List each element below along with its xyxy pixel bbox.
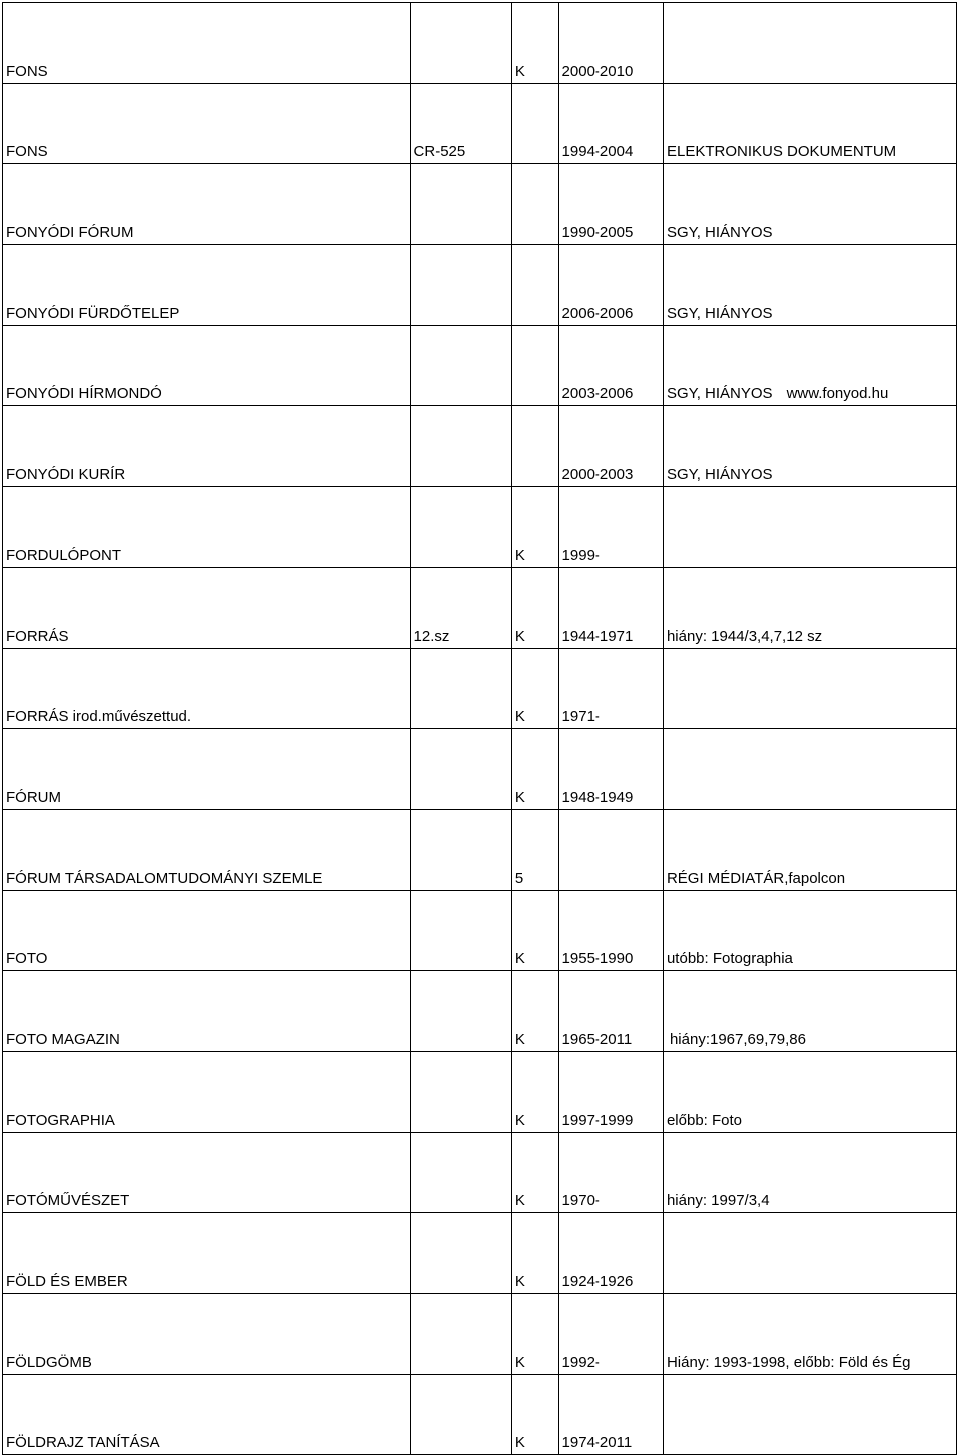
code-cell: [410, 164, 511, 245]
table-row: [3, 245, 957, 326]
title-cell: FONYÓDI FÓRUM: [3, 164, 411, 245]
years-cell: 2000-2010: [558, 3, 663, 84]
k-cell: [511, 83, 558, 164]
k-cell: K: [511, 1374, 558, 1455]
note-cell: [663, 325, 956, 406]
k-cell: K: [511, 971, 558, 1052]
note-cell: [663, 729, 956, 810]
table-row: [3, 729, 957, 810]
table-row: [3, 1132, 957, 1213]
periodicals-table: [2, 2, 957, 1455]
code-cell: [410, 809, 511, 890]
code-cell: [410, 325, 511, 406]
k-cell: K: [511, 567, 558, 648]
note-cell: utóbb: Fotographia: [663, 890, 956, 971]
note-cell: [663, 1213, 956, 1294]
years-cell: 2006-2006: [558, 245, 663, 326]
title-cell: FOTOGRAPHIA: [3, 1051, 411, 1132]
years-cell: 1948-1949: [558, 729, 663, 810]
table-row: [3, 487, 957, 568]
table-row: [3, 890, 957, 971]
years-cell: 1997-1999: [558, 1051, 663, 1132]
years-cell: 1974-2011: [558, 1374, 663, 1455]
note-cell: SGY, HIÁNYOS: [663, 245, 956, 326]
code-cell: [410, 729, 511, 810]
note-cell: előbb: Foto: [663, 1051, 956, 1132]
code-cell: CR-525: [410, 83, 511, 164]
table-row: [3, 1294, 957, 1375]
years-cell: 1944-1971: [558, 567, 663, 648]
k-cell: [511, 164, 558, 245]
code-cell: [410, 3, 511, 84]
note-cell: hiány: 1944/3,4,7,12 sz: [663, 567, 956, 648]
table-row: [3, 809, 957, 890]
title-cell: FÖLDRAJZ TANÍTÁSA: [3, 1374, 411, 1455]
code-cell: [410, 1294, 511, 1375]
years-cell: 1994-2004: [558, 83, 663, 164]
code-cell: [410, 1051, 511, 1132]
k-cell: K: [511, 1294, 558, 1375]
title-cell: FONS: [3, 3, 411, 84]
code-cell: [410, 487, 511, 568]
table-row: [3, 1051, 957, 1132]
k-cell: [511, 245, 558, 326]
code-cell: [410, 406, 511, 487]
note-text: SGY, HIÁNYOS: [666, 385, 773, 403]
code-cell: 12.sz: [410, 567, 511, 648]
k-cell: K: [511, 3, 558, 84]
title-cell: FOTO: [3, 890, 411, 971]
code-cell: [410, 971, 511, 1052]
k-cell: K: [511, 1213, 558, 1294]
title-cell: FÖLD ÉS EMBER: [3, 1213, 411, 1294]
note-cell: Hiány: 1993-1998, előbb: Föld és Ég: [663, 1294, 956, 1375]
note-cell: ELEKTRONIKUS DOKUMENTUM: [663, 83, 956, 164]
note-cell: SGY, HIÁNYOS: [663, 406, 956, 487]
k-cell: K: [511, 729, 558, 810]
title-cell: FORRÁS irod.művészettud.: [3, 648, 411, 729]
website-text: www.fonyod.hu: [786, 385, 889, 403]
note-text: hiány:1967,69,79,86: [669, 1030, 806, 1048]
code-cell: [410, 1374, 511, 1455]
k-cell: K: [511, 1051, 558, 1132]
table-row: [3, 1213, 957, 1294]
note-cell: RÉGI MÉDIATÁR,fapolcon: [663, 809, 956, 890]
title-cell: FÓRUM TÁRSADALOMTUDOMÁNYI SZEMLE: [3, 809, 411, 890]
title-cell: FONYÓDI KURÍR: [3, 406, 411, 487]
years-cell: 1970-: [558, 1132, 663, 1213]
years-cell: 2003-2006: [558, 325, 663, 406]
years-cell: 1924-1926: [558, 1213, 663, 1294]
note-cell: [663, 971, 956, 1052]
years-cell: 1965-2011: [558, 971, 663, 1052]
table-row: [3, 3, 957, 84]
note-cell: SGY, HIÁNYOS: [663, 164, 956, 245]
title-cell: FORDULÓPONT: [3, 487, 411, 568]
table-row: [3, 1374, 957, 1455]
years-cell: 1999-: [558, 487, 663, 568]
years-cell: 1971-: [558, 648, 663, 729]
k-cell: K: [511, 1132, 558, 1213]
k-cell: K: [511, 890, 558, 971]
title-cell: FÓRUM: [3, 729, 411, 810]
code-cell: [410, 245, 511, 326]
table-row: [3, 648, 957, 729]
title-cell: FORRÁS: [3, 567, 411, 648]
years-cell: [558, 809, 663, 890]
k-cell: [511, 406, 558, 487]
code-cell: [410, 890, 511, 971]
note-cell: hiány: 1997/3,4: [663, 1132, 956, 1213]
k-cell: K: [511, 487, 558, 568]
title-cell: FONS: [3, 83, 411, 164]
note-cell: [663, 1374, 956, 1455]
title-cell: FONYÓDI HÍRMONDÓ: [3, 325, 411, 406]
k-cell: [511, 325, 558, 406]
k-cell: K: [511, 648, 558, 729]
table-row: [3, 325, 957, 406]
table-row: [3, 971, 957, 1052]
table-row: [3, 83, 957, 164]
code-cell: [410, 1132, 511, 1213]
title-cell: FOTO MAGAZIN: [3, 971, 411, 1052]
k-cell: 5: [511, 809, 558, 890]
table-row: [3, 164, 957, 245]
note-cell: [663, 3, 956, 84]
table-row: [3, 567, 957, 648]
table-row: [3, 406, 957, 487]
years-cell: 1955-1990: [558, 890, 663, 971]
years-cell: 1992-: [558, 1294, 663, 1375]
years-cell: 1990-2005: [558, 164, 663, 245]
note-cell: [663, 487, 956, 568]
title-cell: FONYÓDI FÜRDŐTELEP: [3, 245, 411, 326]
years-cell: 2000-2003: [558, 406, 663, 487]
code-cell: [410, 1213, 511, 1294]
code-cell: [410, 648, 511, 729]
title-cell: FOTÓMŰVÉSZET: [3, 1132, 411, 1213]
note-cell: [663, 648, 956, 729]
title-cell: FÖLDGÖMB: [3, 1294, 411, 1375]
